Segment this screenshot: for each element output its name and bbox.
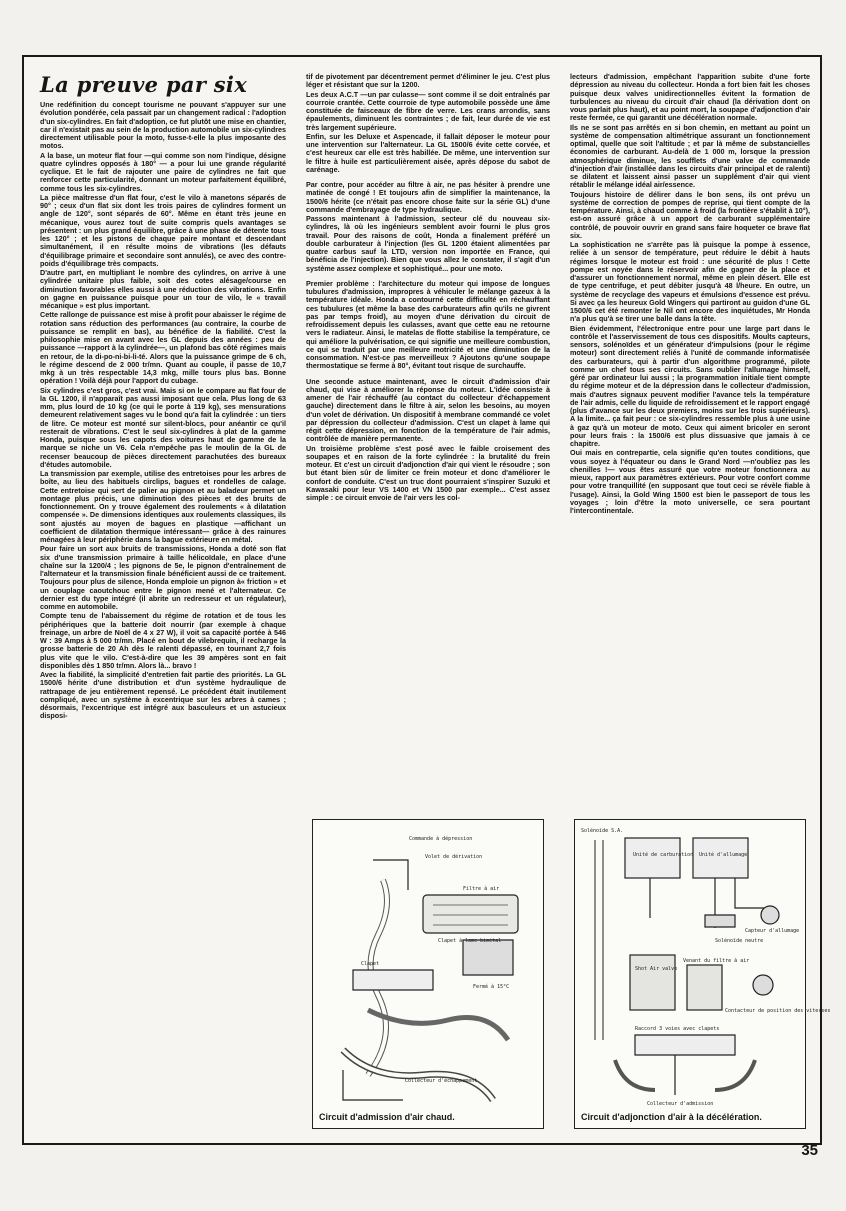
deceleration-air-diagram xyxy=(575,820,831,1130)
label-collecteur: Collecteur d'admission xyxy=(647,1101,714,1107)
label-unite-carb: Unité de carburation xyxy=(633,852,694,858)
label-shot-air: Shot Air valve xyxy=(635,966,678,972)
page-number: 35 xyxy=(801,1142,818,1159)
paragraph: Avec la fiabilité, la simplicité d'entretien fait partie des priorités. La GL 1500/6 hérite d'une distribution et d'un système hydraulique de rattrapage de jeu entièrement repensé. Le précédent était inutilement compliqué, avec un système à excentrique sur les arbres à cames ; désormais, l'excentrique est intégré aux basculeurs et un astucieux disposi- xyxy=(40,670,286,721)
paragraph: Passons maintenant à l'admission, secteur clé du nouveau six-cylindres, là où les ingénieurs semblent avoir fourni le plus gros travail. Pour des raisons de coût, Honda a finalement préféré un double carburateur à l'injection (les GL 1200 étaient alimentées par quatre carbus sauf la LTD, version non importée en France, qui bénéficia de l'injection). Bien que vous allez le constater, il s'agit d'un système assez complexe et sophistiqué... pour une moto. xyxy=(306,214,550,273)
paragraph: Un troisième problème s'est posé avec le faible croisement des soupapes et en raison de la forte cylindrée : la brutalité du frein moteur. Et c'est un circuit d'adjonction d'air qui vient le résoudre ; son but étant bien sûr de limiter ce frein moteur et donc d'améliorer le confort de conduite. C'est un truc dont pourraient s'inspirer Suzuki et Kawasaki pour leur VS 1400 et VN 1500 par exemple... C'est assez simple : ce circuit envoie de l'air vers les col- xyxy=(306,443,550,502)
paragraph: Pour faire un sort aux bruits de transmissions, Honda a doté son flat six d'une transmission primaire à taille hélicoïdale, en place d'une chaîne sur la 1200/4 ; les pignons de 5e, le pignon d'entraînement de l'alternateur et la transmission finale bénéficient aussi de ce traitement. Toujours pour plus de silence, Honda emploie un pignon à« friction » et un couplage caoutchouc entre le pignon mené et l'alternateur. Ce dernier est du type intégré (il abrite un redresseur et un régulateur), comme en automobile. xyxy=(40,544,286,611)
label-contacteur: Contacteur de position des vitesses xyxy=(725,1008,831,1014)
column-1 xyxy=(40,73,286,1133)
label-depression: Commande à dépression xyxy=(409,836,473,842)
paragraph: Par contre, pour accéder au filtre à air, ne pas hésiter à prendre une matinée de congé ! Et toujours afin de simplifier la maintenance, la 1500/6 hérite (ce n'était pas encore chose faite sur la série GL) d'une commande d'embrayage de type hydraulique. xyxy=(306,180,550,214)
label-unite-allumage: Unité d'allumage xyxy=(699,852,748,858)
paragraph: lecteurs d'admission, empêchant l'apparition subite d'une forte dépression au niveau du collecteur. Honda a fort bien fait les choses puisque deux valves unidirectionnelles évitent la formation de turbulences au niveau du circuit d'air chaud (la dérivation dont on vous parlait plus haut), et au point mort, la soupape d'adjonction d'air reste fermée, ce qui garantit une décélération normale. xyxy=(570,72,810,123)
column-2 xyxy=(306,73,550,803)
label-filtre: Filtre à air xyxy=(463,886,500,892)
label-solenoide-neutre: Solénoïde neutre xyxy=(715,938,764,944)
paragraph: Ils ne se sont pas arrêtés en si bon chemin, en mettant au point un système de compensation altimétrique assurant un fonctionnement optimal, quelle que soit l'altitude ; et par là même de substancielles économies de carburant. Au-delà de 1 000 m, lorsque la pression atmosphérique diminue, les soufflets d'une valve de commande d'injection d'air (installée dans les circuits d'air principal et de ralenti) se dilatent et laissent ainsi passer un supplément d'air qui vient rétablir le mélange idéal air/essence. xyxy=(570,122,810,190)
label-capteur: Capteur d'allumage xyxy=(745,928,800,934)
paragraph: Cette rallonge de puissance est mise à profit pour abaisser le régime de rotation sans réduction des performances (au contraire, la courbe de puissance se remplit en bas), au bénéfice de la fiabilité. C'est la philosophie mise en avant avec les GL depuis des années : peu de puissance —rapport à la cylindrée—, un plafond bas côté régimes mais en retour, de la di-po-ni-bi-li-té. Alors que la puissance grimpe de 6 ch, le régime descend de 2 000 tr/mn. Quant au couple, il passe de 10,7 mkg à un très respectable 14,3 mkg, mille tours plus bas. Bonne opération ! Voilà déjà pour l'apport du cubage. xyxy=(40,310,286,386)
paragraph: La pièce maîtresse d'un flat four, c'est le vilo à manetons séparés de 90° ; ceux d'un flat six dont les trois paires de cylindres forment un angle de 120°, sont séparés de 60°. Même en étant très jeune en mécanique, vous aurez tout de suite compris quels avantages se présentent : un plus grand équilibre, grâce à une phase de détente tous les 120° ; et les pistons de chaque paire montant et descendant simultanément, il en résulte moins de vibrations (les défauts d'équilibrage primaire et secondaire sont annulés), ce avec des contre-poids d'équilibrage très compacts. xyxy=(40,192,286,268)
figure-caption: Circuit d'admission d'air chaud. xyxy=(319,1112,455,1122)
paragraph: D'autre part, en multipliant le nombre des cylindres, on arrive à une cylindrée unitaire plus faible, soit des cotes alésage/course en diminution favorables elles aussi à une réduction des vibrations. Enfin on gagne en puissance puisque pour un tour de vilo, le « travail mécanique » est plus important. xyxy=(40,268,286,310)
paragraph: tif de pivotement par décentrement permet d'éliminer le jeu. C'est plus léger et résistant que sur la 1200. xyxy=(306,72,550,90)
label-ferme: Fermé à 15°C xyxy=(473,984,510,990)
paragraph: Toujours histoire de délirer dans le bon sens, ils ont prévu un système de correction de pompes de reprise, qui tient compte de la température. Ainsi, à chaud comme à froid (la frontière s'établit à 10°), est-on assuré grâce à un apport de carburant supplémentaire contrôlé, de pouvoir ouvrir en grand sans faire hoqueter ce brave flat six. xyxy=(570,189,810,240)
paragraph: Enfin, sur les Deluxe et Aspencade, il fallait déposer le moteur pour une intervention sur l'alternateur. La GL 1500/6 évite cette corvée, et c'est heureux car elle est très habillée. De même, une intervention sur le filtre à huile est particulièrement aisée, après dépose du sabot de carénage. xyxy=(306,131,550,174)
article-frame xyxy=(22,55,831,1145)
paragraph: Oui mais en contrepartie, cela signifie qu'en toutes conditions, que vous soyez à l'équateur ou dans le Grand Nord —n'oubliez pas les chenilles !— vous êtes assuré que votre moteur fonctionnera au mieux, rapport aux paramètres extérieurs. Pour votre confort comme pour votre tranquillité (en supposant que tout ceci se révèle fiable à l'usage). Ainsi, la Gold Wing 1500 est bien le passeport de tous les voyages ; loin d'être la moto universelle, ce sera pourtant l'intercontinentale. xyxy=(570,448,810,515)
figure-deceleration-air xyxy=(574,819,831,1129)
paragraph: La transmission par exemple, utilise des entretoises pour les arbres de boîte, au lieu des habituels circlips, bagues et rondelles de calage. Cette entretoise qui sert de palier au pignon et au baladeur permet un montage plus précis, une diminution des pièces et des bruits de fonctionnement. On y trouve également des roulements « à dilatation compensée ». De dimensions identiques aux roulements classiques, ils sont ajustés au moyen de bagues en plastique —affichant un coefficient de dilatation thermique intéressant— grâce à des rainures ménagées à leur périphérie dans la bague extérieure en métal. xyxy=(40,469,286,544)
label-solenoide-sa: Solénoïde S.A. xyxy=(581,828,624,834)
label-clapet: Clapet xyxy=(361,961,380,967)
paragraph: Une seconde astuce maintenant, avec le circuit d'admission d'air chaud, qui vise à améliorer la réponse du moteur. L'idée consiste à amener de l'air réchauffé (au contact du collecteur d'échappement gauche) directement dans le filtre à air, selon les besoins, au moyen d'un volet de dérivation. Un dispositif à membrane commandé ce volet par dépression du collecteur d'admission. C'est un clapet à lame qui régit cette dépression, en fonction de la température de l'air admis, contrôlée de manière permanente. xyxy=(306,376,550,444)
label-clapet-lame: Clapet à lame bimétal xyxy=(438,938,502,944)
paragraph: A la base, un moteur flat four —qui comme son nom l'indique, désigne quatre cylindres opposés à 180° — a pour lui une grande régularité cyclique. Et le fait de rajouter une paire de cylindres ne fait que renforcer cette particularité, donnant un moteur parfaitement équilibré, comme tous les six-cylindres. xyxy=(40,150,286,193)
label-volet: Volet de dérivation xyxy=(425,854,483,860)
paragraph: Une redéfinition du concept tourisme ne pouvant s'appuyer sur une évolution pondérée, cela passait par un changement radical : l'adoption d'un six-cylindres. En fait d'adoption, ce fut plutôt une mise en chantier, car il n'existait pas au sein de la production automobile un six-cylindres directement utilisable pour la moto, fusse-t-elle la plus imposante des motos. xyxy=(40,100,286,151)
paragraph: Premier problème : l'architecture du moteur qui impose de longues tubulures d'admission, impropres à véhiculer le mélange gazeux à la température idéale. Honda a contourné cette difficulté en réchauffant ces tubulures (et même la base des carburateurs afin qu'ils ne givrent pas par temps froid), au moyen d'une dérivation du circuit de refroidissement depuis les culasses, avant que cette eau ne retourne vers le radiateur. Ainsi, le matelas de flotte stabilise la température, ce qui améliore la pulvérisation, ce qui signifie une meilleure combustion, ce qui se traduit par une meilleure motricité et une diminution de la consommation. N'est-ce pas merveilleux ? Ajoutons qu'une soupape thermostatique se ferme à 80°, évitant tout risque de surchauffe. xyxy=(306,278,550,371)
paragraph: La sophistication ne s'arrête pas là puisque la pompe à essence, reliée à un sensor de température, peut réduire le débit à hauts régimes lorsque le moteur est froid : une sécurité de plus ! Cette pompe est noyée dans le réservoir afin de gagner de la place et d'assurer un fonctionnement normal, même en plein désert. Elle est de type centrifuge, et peut débiter jusqu'à 48 l/heure. En outre, un système de recyclage des vapeurs et émulsions d'essence est prévu. Si avec ça les heureux Gold Wingers qui partiront au guidon d'une GL 1500/6 cet été remonter le Nil ont encore des inquiétudes, Mr Honda n'a plus qu'à se tirer une balle dans la tête. xyxy=(570,240,810,324)
figure-caption: Circuit d'adjonction d'air à la décélération. xyxy=(581,1112,762,1122)
column-3 xyxy=(570,73,810,803)
figure-hot-air-intake xyxy=(312,819,544,1129)
paragraph: Les deux A.C.T —un par culasse— sont comme il se doit entraînés par courroie crantée. Cette courroie de type automobile possède une âme constituée de faisceaux de fibre de verre. Les crans arrondis, sans épaulements, diminuent les contraintes ; de fait, leur durée de vie est très largement supérieure. xyxy=(306,89,550,132)
label-raccord: Raccord 3 voies avec clapets xyxy=(635,1026,720,1032)
paragraph: Bien évidemment, l'électronique entre pour une large part dans le contrôle et l'asservissement de tous ces dispositifs. Moults capteurs, sensors, solénoïdes et un générateur d'impulsions (pour le régime moteur) sont directement reliés à l'unité de commande informatisée des carburateurs, qui à partir d'un algorithme programmé, pilote comme un chef tous ses circuits. Sans oublier l'allumage himself, géré par ordinateur lui aussi ; la programmation initiale tient compte du régime moteur et de la dépression dans le collecteur d'admission, mais d'autres signaux peuvent modifier l'avance tels la température de l'air admis, celle du liquide de refroidissement et le rapport engagé (plus d'avance sur les deux premiers, moins sur les trois supérieurs). A la limite... ça fait peur : ce six-cylindres ressemble plus à une usine à gaz qu'à un moteur de moto. Ceux qui aiment bricoler en seront pour leurs frais : la 1500/6 est plus dissuasive que jamais à ce chapitre. xyxy=(570,323,810,448)
paragraph: Compte tenu de l'abaissement du régime de rotation et de tous les périphériques que la batterie doit nourrir (par exemple à chaque freinage, un arbre de Noël de 4 x 27 W), il voit sa capacité portée à 546 W : 39 Amps à 5 000 tr/mn. Placé en bout de vilebrequin, il recharge la grosse batterie de 20 Ah dès le ralenti dépassé, en tournant 2,7 fois plus vite que le vilo. C'est-à-dire que les 39 ampères sont en fait disponibles dès 1 850 tr/mn. Alors là... bravo ! xyxy=(40,611,286,670)
label-echappement: Collecteur d'échappement xyxy=(405,1078,478,1084)
label-venant: Venant du filtre à air xyxy=(683,958,750,964)
paragraph: Six cylindres c'est gros, c'est vrai. Mais si on le compare au flat four de la GL 1200, il n'apparaît pas aussi imposant que cela. Plus long de 63 mm, plus lourd de 10 kg (ce qui le porte à 119 kg), ses mensurations demeurent relativement sages vu le bond qu'a fait la cylindrée : un tiers de litre. Ce moteur est monté sur silent-blocs, pour anéantir ce qu'il resterait de vibrations. C'est le seul six-cylindres à plat de la gamme Honda, puisque sous les capots des voitures haut de gamme de la marque se niche un V6. Cela n'empêche pas le moulin de la GL de recenser beaucoup de pièces directement parachutées des bureaux d'études automobile. xyxy=(40,385,286,469)
article-title: La preuve par six xyxy=(40,72,248,97)
hot-air-intake-diagram xyxy=(313,820,545,1130)
